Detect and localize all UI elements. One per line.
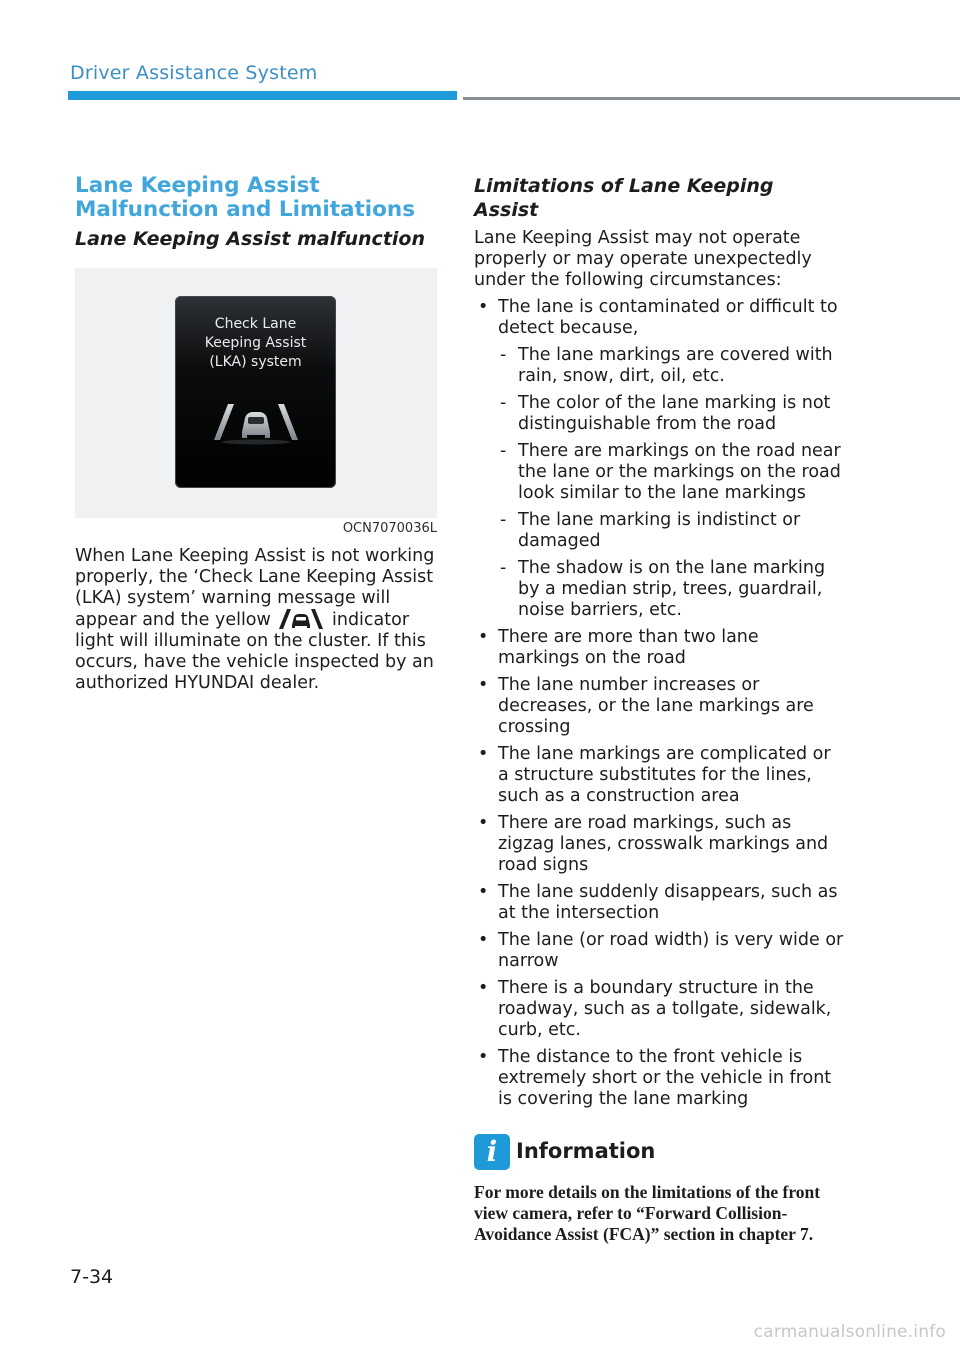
list-item [474,675,844,738]
warning-message-line: (LKA) system [209,354,302,370]
paragraph-text-part1: When Lane Keeping Assist is not working properly, the ‘Check Lane Keeping Assist (LKA) system’ warning message will appear and the yellow [75,546,435,630]
list-item [474,813,844,876]
list-item [474,1047,844,1110]
list-item-text: The lane markings are complicated or a structure substitutes for the lines, such as a construction area [498,744,831,806]
cluster-figure [75,268,437,518]
list-item-text: The lane (or road width) is very wide or narrow [498,930,844,971]
cluster-display [175,296,336,488]
list-item [474,297,844,621]
figure-code: OCN7070036L [342,521,437,536]
sub-list [498,345,844,621]
sub-list-item-text: The lane markings are covered with rain, snow, dirt, oil, etc. [518,345,833,386]
warning-message [175,315,336,372]
bullet-glyph: • [478,744,489,764]
sub-list-item-text: There are markings on the road near the lane or the markings on the road look similar to the lane markings [518,441,841,503]
right-column [474,174,844,1245]
paragraph-text-part2: indicator light will illuminate on the cluster. If this occurs, have the vehicle inspected by an authorized HYUNDAI dealer. [75,610,434,693]
bullet-glyph: • [478,675,489,695]
bullet-glyph: • [478,1047,489,1067]
list-item [474,882,844,924]
list-item [474,978,844,1041]
warning-message-line: Keeping Assist [204,335,307,351]
bullet-glyph: • [478,627,489,647]
watermark: carmanualsonline.info [753,1322,946,1342]
header-bar-accent [68,91,457,100]
limitations-intro: Lane Keeping Assist may not operate properly or may operate unexpectedly under the following circumstances: [474,228,812,290]
list-item-text: The lane is contaminated or difficult to detect because, [498,297,838,338]
information-label: Information [516,1139,656,1163]
list-item [474,744,844,807]
sub-list-item [498,441,844,504]
lka-car-lane-icon [212,396,300,446]
sub-list-item-text: The color of the lane marking is not distinguishable from the road [518,393,831,434]
information-icon: i [474,1134,510,1170]
dash-glyph: - [500,441,507,461]
malfunction-paragraph [75,546,437,694]
information-header [474,1134,844,1170]
list-item [474,930,844,972]
header-title: Driver Assistance System [70,62,318,84]
sub-list-item [498,345,844,387]
list-item-text: There are more than two lane markings on the road [498,627,759,668]
list-item [474,627,844,669]
sub-list-item [498,558,844,621]
header-bar-rule [463,97,960,100]
list-item-text: The lane number increases or decreases, or the lane markings are crossing [498,675,814,737]
subsection-title-limitations: Limitations of Lane Keeping Assist [474,175,774,221]
list-item-text: The lane suddenly disappears, such as at the intersection [498,882,838,923]
dash-glyph: - [500,510,507,530]
sub-list-item-text: The lane marking is indistinct or damaged [518,510,801,551]
sub-list-item [498,393,844,435]
information-text: For more details on the limitations of the front view camera, refer to “Forward Collision-Avoidance Assist (FCA)” section in chapter 7. [474,1182,821,1244]
dash-glyph: - [500,345,507,365]
sub-list-item-text: The shadow is on the lane marking by a median strip, trees, guardrail, noise barriers, etc. [518,558,826,620]
dash-glyph: - [500,393,507,413]
list-item-text: There are road markings, such as zigzag lanes, crosswalk markings and road signs [498,813,829,875]
page-number: 7-34 [70,1266,114,1288]
lka-indicator-icon [278,609,324,629]
bullet-glyph: • [478,297,489,317]
warning-message-line: Check Lane [214,316,297,332]
sub-list-item [498,510,844,552]
bullet-glyph: • [478,882,489,902]
section-title: Lane Keeping Assist Malfunction and Limitations [75,173,416,222]
subsection-title-malfunction: Lane Keeping Assist malfunction [75,228,425,250]
bullet-glyph: • [478,930,489,950]
bullet-glyph: • [478,978,489,998]
limitations-list [474,297,844,1110]
bullet-glyph: • [478,813,489,833]
left-column [75,174,437,694]
list-item-text: The distance to the front vehicle is extremely short or the vehicle in front is covering the lane marking [498,1047,832,1109]
dash-glyph: - [500,558,507,578]
list-item-text: There is a boundary structure in the roadway, such as a tollgate, sidewalk, curb, etc. [498,978,832,1040]
